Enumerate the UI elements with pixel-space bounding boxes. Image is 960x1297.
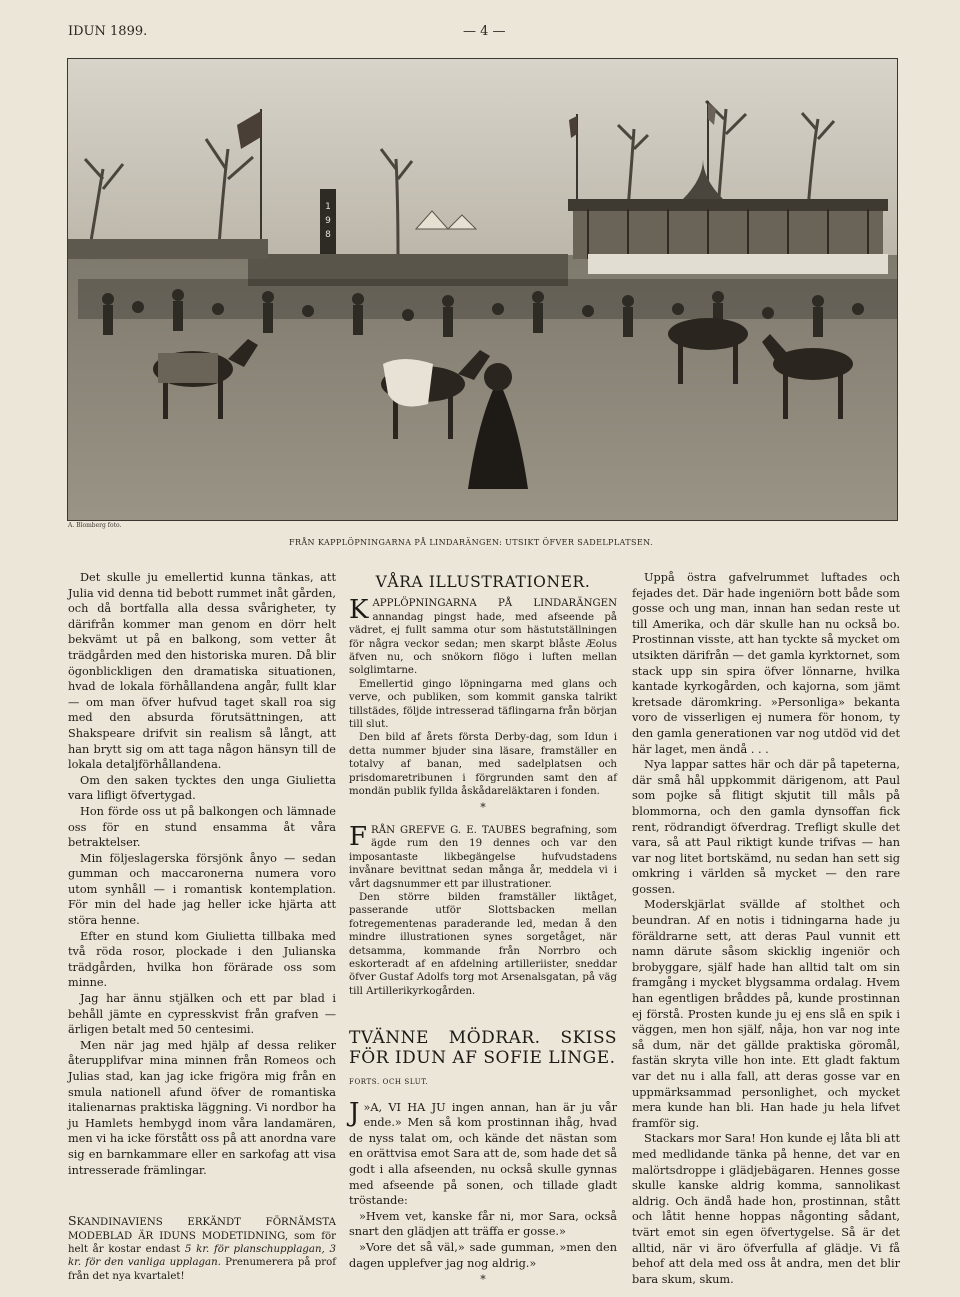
subscription-notice xyxy=(68,1214,336,1283)
board-number: 9 xyxy=(325,216,331,226)
continued-label: FORTS. OCH SLUT. xyxy=(349,1078,429,1087)
issue-label: IDUN 1899. xyxy=(68,24,148,39)
paragraph: Men när jag med hjälp af dessa reliker återupplifvar mina minnen från Romeos och Julias stad, kan jag icke frigöra mig från en smula nationell afund öfver de romantiska italienarnas praktiska läggning. Vi nordbor ha ju Hamlets hembygd inom våra landamären, men vi ha icke förstått oss på att anordna vare sig en barnkammare eller en sarkofag att visa intresserade främlingar. xyxy=(68,1038,336,1177)
drop-cap: K xyxy=(349,595,369,626)
page-number: — 4 — xyxy=(463,24,506,39)
paragraph-text: begrafning, som ägde rum den 19 dennes och var den imposantaste likbegängelse hufvudstadens invånare bevittnat sedan många år, meddela vi i vårt dagsnummer ett par illustrationer. xyxy=(349,824,617,890)
paragraph xyxy=(349,597,617,677)
paragraph-text: ingen annan, han är ju vår ende.» Men så kom prostinnan ihåg, hvad de nyss talat om, och kände det nästan som en orättvisa emot Sara att de, som hade det så godt i alla afseenden, nu också skulle gynnas med afseende på sonen, och tillade gladt tröstande: xyxy=(349,1100,618,1208)
notice-text: som för helt år kostar endast xyxy=(68,1230,336,1255)
story-title: TVÄNNE MÖDRAR. SKISS FÖR IDUN AF SOFIE LINGE. xyxy=(349,1028,617,1069)
lead-text: A, VI HA JU xyxy=(370,1100,446,1114)
paragraph: »Vore det så väl,» sade gumman, »men den dagen upplefver jag nog aldrig.» xyxy=(349,1240,617,1270)
paragraph: Uppå östra gafvelrummet luftades och fejades det. Där hade ingeniörn bott både som gosse och ung man, innan han sedan reste ut till Amerika, och där skulle han nu också bo. Prostinnan visste, att han tyckte så mycket om utsikten därifrån — det gamla kyrktornet, som stack upp sin spira öfver lönnarne, hvilka kantade kyrkogården, och kajorna, som jämt kretsade däromkring. »Personliga» bekanta voro de visserligen ej numera för honom, ty den gamla generationen var nog utdöd vid det här laget, men ändå . . . xyxy=(632,571,900,756)
column-right xyxy=(632,570,900,1287)
column-middle xyxy=(349,570,617,1297)
page-header xyxy=(68,24,898,44)
paragraph xyxy=(349,821,617,891)
board-number: 8 xyxy=(325,230,331,240)
drop-cap: J xyxy=(349,1097,360,1128)
lead-text: APPLÖPNINGARNA PÅ LINDARÄNGEN xyxy=(372,598,617,610)
separator-star: * xyxy=(480,1273,486,1287)
photo-illustration xyxy=(68,59,897,520)
racecourse-photo xyxy=(67,58,898,521)
paragraph: Moderskjärlat svällde af stolthet och beundran. Af en notis i tidningarna hade ju föräldrarne sett, att deras Paul vunnit ett namn därute såsom skicklig ingeniör och brobyggare, själf hade han alltid talt om sin framgång i mycket blygsamma ordalag. Hvem han egentligen bråddes på, kunde prostinnan ej förstå. Prosten kunde ju ej ens slå en spik i väggen, men hon själf, nåja, hon var nog inte så dum, när det gällde praktiska göromål, fastän skryta ville hon inte. Ett gladt faktum var det nu i alla fall, att deras gosse var en uppmärksammad personlighet, och mycket mera kunde han bli. Han hade ju hela lifvet framför sig. xyxy=(632,898,900,1130)
paragraph-text: annandag pingst hade, med afseende på vädret, ej fullt samma otur som hästutställningen för några veckor sedan; men skarpt blåste Æolus äfven nu, och snökorn flögo i luften mellan solglimtarne. xyxy=(349,611,617,677)
notice-text-end: Prenumerera på prof från det nya kvartalet! xyxy=(68,1257,336,1282)
notice-initial: S xyxy=(68,1213,77,1229)
lead-text: RÅN GREFVE G. E. TAUBES xyxy=(371,824,526,836)
paragraph: Den större bilden framställer liktåget, passerande utför Slottsbacken mellan fotregementenas paraderande led, medan å den mindre illustrationen synes sorgetåget, när detsamma, kommande från Norrbro och eskorteradt af en afdelning artilleriister, sneddar öfver Gustaf Adolfs torg mot Arsenalsgatan, på väg till Artillerikyrkogården. xyxy=(349,891,617,997)
paragraph: Min följeslagerska försjönk ånyo — sedan gumman och maccaronerna numera voro utom synhåll — i romantisk kontemplation. För min del hade jag heller icke hjärta att störa henne. xyxy=(68,851,336,928)
paragraph: Stackars mor Sara! Hon kunde ej låta bli att med medlidande tänka på henne, det var en malörtsdroppe i glädjebägaren. Hennes gosse skulle kanske aldrig komma, sannolikast aldrig. Och ändå hade hon, prostinnan, stått och låtit henne hoppas någonting sådant, tvärt emot sin egen öfvertygelse. Så är det alltid, när vi äro öfverfulla af glädje. Vi få behof att dela med oss åt andra, men det blir bara skum, skum. xyxy=(632,1132,900,1286)
notice-price: 5 kr. för planschupplagan, 3 kr. för den vanliga upplagan. xyxy=(68,1243,337,1269)
board-number: 1 xyxy=(325,202,331,212)
paragraph: Hon förde oss ut på balkongen och lämnade oss för en stund ensamma åt våra betraktelser. xyxy=(68,804,336,850)
drop-cap: F xyxy=(349,821,368,852)
paragraph: Det skulle ju emellertid kunna tänkas, att Julia vid denna tid bebott rummet inåt gården, och då bortfalla alla dessa svårigheter, ty därifrån kommer man genom en dörr helt bekvämt ut på en balkong, som vetter åt trädgården med den historiska muren. Då blir ögonblickligen den dramatiska situationen, hvad de lokala förhållandena angår, fullt klar — om man öfver hufvud taget skall roa sig med den absurda förutsättningen, att Shakspeare drifvit sin realism så långt, att han brytt sig om att taga någon hänsyn till de lokala detaljförhållandena. xyxy=(68,571,336,772)
paragraph: Efter en stund kom Giulietta tillbaka med två röda rosor, plockade i den Julianska trädgården, hvilka hon förärade oss som minne. xyxy=(68,929,336,990)
paragraph: Den bild af årets första Derby-dag, som Idun i detta nummer bjuder sina läsare, framställer en totalvy af banan, med sadelplatsen och prisdomaretribunen i förgrunden samt den af mondän publik fyllda åskådareläktaren i fonden. xyxy=(349,732,617,798)
section-title: VÅRA ILLUSTRATIONER. xyxy=(375,573,591,591)
notice-heading: KANDINAVIENS ERKÄNDT FÖRNÄMSTA MODEBLAD ÄR IDUNS MODETIDNING, xyxy=(68,1217,336,1242)
paragraph: Nya lappar sattes här och där på tapeterna, där små hål uppkommit därigenom, att Paul som pojke så flitigt skjutit till måls på blommorna, och den gamla dynsoffan fick rent, rödrandigt öfverdrag. Trefligt skulle det vara, så att Paul riktigt kunde trifvas — han var nog litet bortskämd, nu sedan han sett sig omkring i världen så mycket — den rare gossen. xyxy=(632,758,900,896)
photo-caption: FRÅN KAPPLÖPNINGARNA PÅ LINDARÄNGEN: UTSIKT ÖFVER SADELPLATSEN. xyxy=(289,538,653,547)
paragraph xyxy=(349,1097,618,1209)
paragraph: »Hvem vet, kanske får ni, mor Sara, också snart den glädjen att träffa er gosse.» xyxy=(349,1209,617,1239)
photo-credit: A. Blomberg foto. xyxy=(68,522,122,529)
paragraph: Emellertid gingo löpningarna med glans och verve, och publiken, som kommit ganska talrikt tillstädes, följde intresserad täflingarna från början till slut. xyxy=(349,678,617,731)
open-quote: » xyxy=(363,1100,371,1114)
separator-star: * xyxy=(480,800,486,814)
paragraph: Om den saken tycktes den unga Giulietta vara lifligt öfvertygad. xyxy=(68,773,336,803)
paragraph: Jag har ännu stjälken och ett par blad i behåll jämte en cypresskvist från grafven — ärligen betalt med 50 centesimi. xyxy=(68,992,336,1037)
column-left xyxy=(68,570,336,1283)
